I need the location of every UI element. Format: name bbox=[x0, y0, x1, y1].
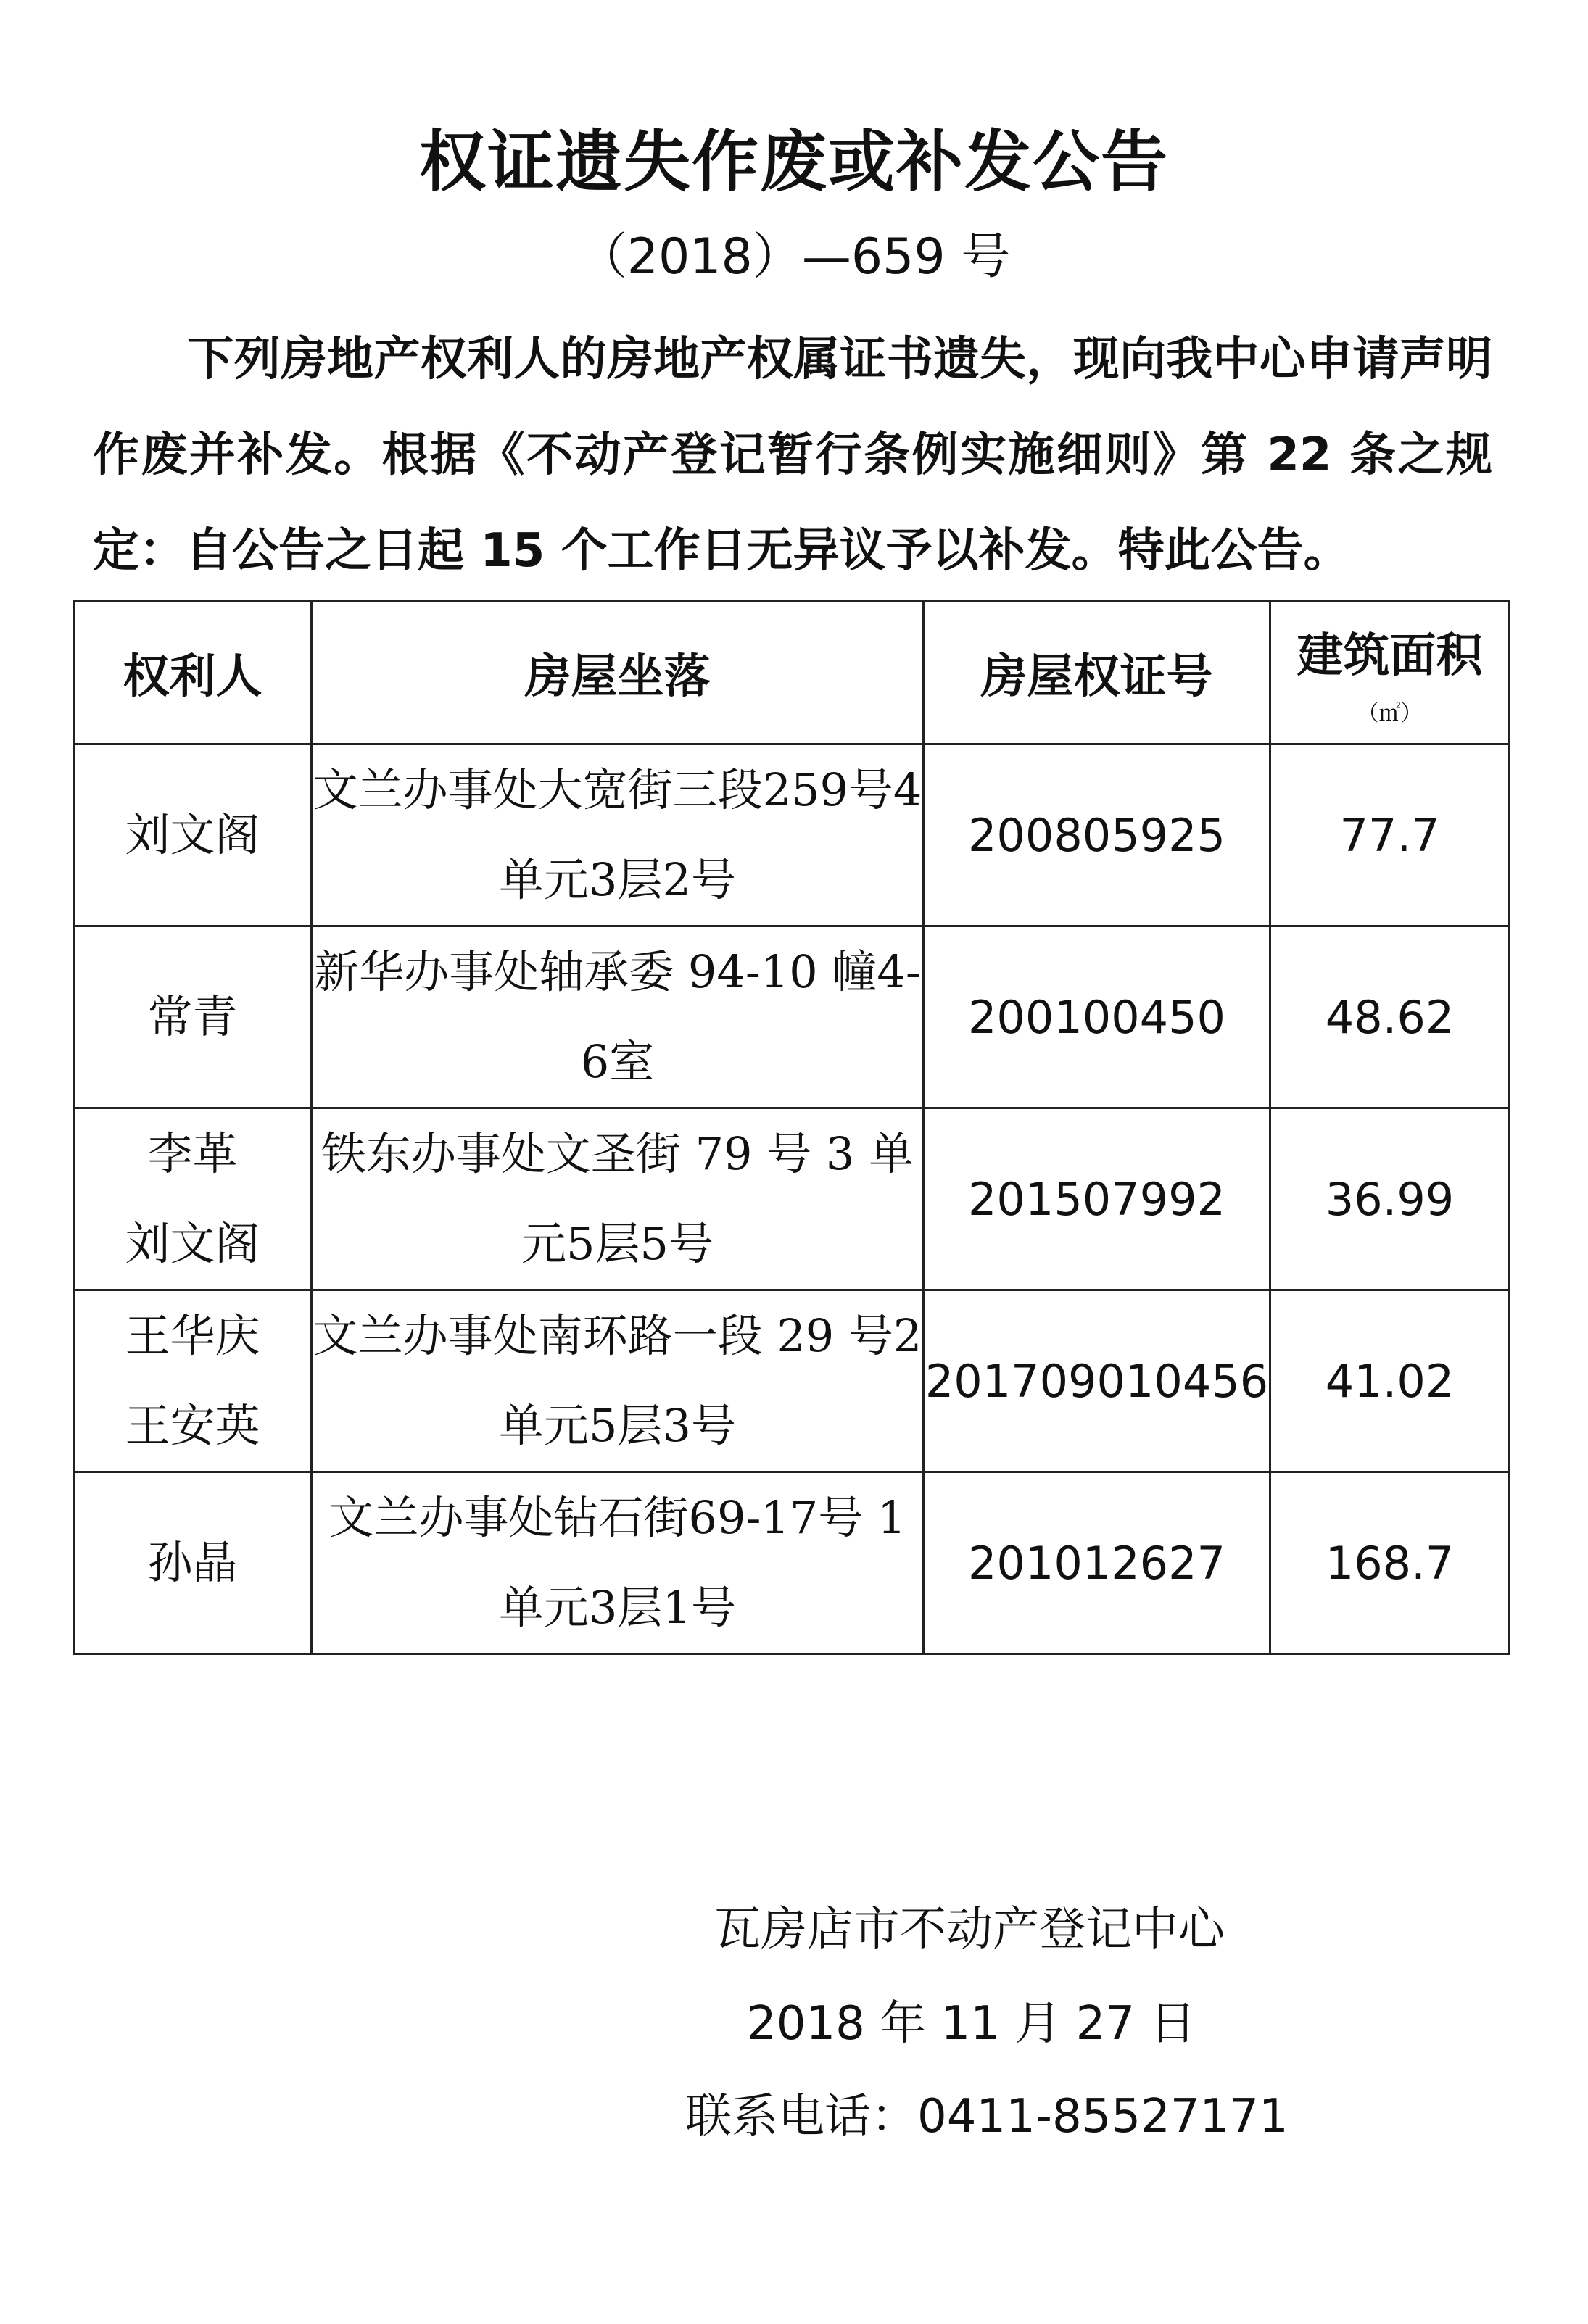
area-cell: 36.99 bbox=[1270, 1108, 1510, 1290]
intro-paragraph bbox=[93, 312, 1492, 599]
notice-title: 权证遗失作废或补发公告 bbox=[418, 123, 1169, 201]
header-cert-no: 房屋权证号 bbox=[924, 602, 1270, 744]
holder-cell: 刘文阁 bbox=[74, 744, 312, 926]
holder-cell: 李革 刘文阁 bbox=[74, 1108, 312, 1290]
certificate-table bbox=[73, 600, 1510, 1655]
location-cell: 文兰办事处大宽街三段259号4单元3层2号 bbox=[312, 744, 924, 926]
header-holder: 权利人 bbox=[74, 602, 312, 744]
holder-cell: 王华庆 王安英 bbox=[74, 1290, 312, 1472]
location-cell: 铁东办事处文圣街 79 号 3 单元5层5号 bbox=[312, 1108, 924, 1290]
header-area-label: 建筑面积 bbox=[1297, 629, 1483, 683]
header-area bbox=[1270, 602, 1510, 744]
location-cell: 文兰办事处钻石街69-17号 1单元3层1号 bbox=[312, 1472, 924, 1654]
cert-no-cell: 201012627 bbox=[924, 1472, 1270, 1654]
cert-no-cell: 201507992 bbox=[924, 1108, 1270, 1290]
holder-cell: 常青 bbox=[74, 926, 312, 1108]
cert-no-cell: 200805925 bbox=[924, 744, 1270, 926]
table-row bbox=[74, 1290, 1510, 1472]
issuing-organization: 瓦房店市不动产登记中心 bbox=[714, 1903, 1225, 1956]
table-row bbox=[74, 744, 1510, 926]
table-row bbox=[74, 1472, 1510, 1654]
table-row bbox=[74, 1108, 1510, 1290]
area-cell: 48.62 bbox=[1270, 926, 1510, 1108]
location-cell: 新华办事处轴承委 94-10 幢4-6室 bbox=[312, 926, 924, 1108]
issue-date: 2018 年 11 月 27 日 bbox=[747, 1997, 1196, 2051]
document-number: （2018）—659 号 bbox=[577, 228, 1011, 286]
intro-text: 下列房地产权利人的房地产权属证书遗失，现向我中心申请声明作废并补发。根据《不动产登记暂行条例实施细则》第 22 条之规定：自公告之日起 15 个工作日无异议予以补发。特此公告。 bbox=[93, 333, 1492, 578]
area-cell: 168.7 bbox=[1270, 1472, 1510, 1654]
contact-phone: 联系电话：0411-85527171 bbox=[685, 2090, 1289, 2144]
table-header-row bbox=[74, 602, 1510, 744]
cert-no-cell: 201709010456 bbox=[924, 1290, 1270, 1472]
header-area-unit: （㎡） bbox=[1357, 701, 1423, 726]
header-location: 房屋坐落 bbox=[312, 602, 924, 744]
cert-no-cell: 200100450 bbox=[924, 926, 1270, 1108]
holder-cell: 孙晶 bbox=[74, 1472, 312, 1654]
table-row bbox=[74, 926, 1510, 1108]
area-cell: 77.7 bbox=[1270, 744, 1510, 926]
location-cell: 文兰办事处南环路一段 29 号2单元5层3号 bbox=[312, 1290, 924, 1472]
area-cell: 41.02 bbox=[1270, 1290, 1510, 1472]
